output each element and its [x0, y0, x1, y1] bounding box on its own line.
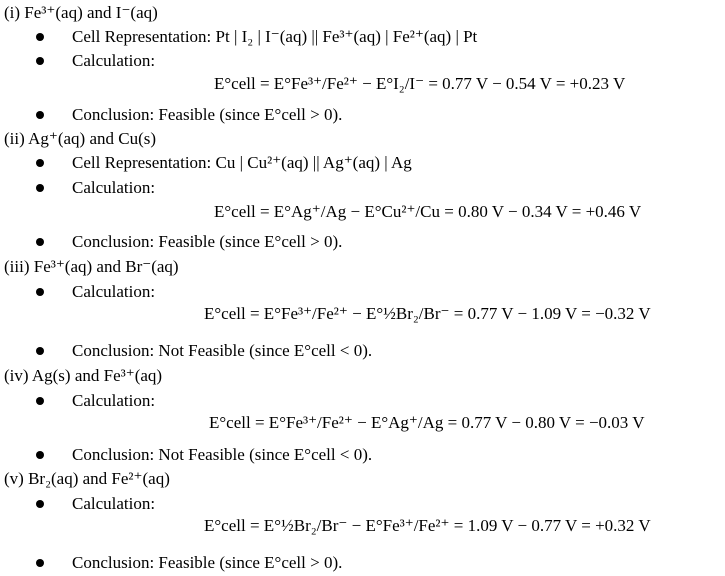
- section-2-cell-representation: Cell Representation: Cu | Cu²⁺(aq) || Ag⁺(aq) | Ag: [72, 153, 412, 172]
- bullet-dot: [36, 184, 44, 192]
- bullet-dot: [36, 57, 44, 65]
- bullet-dot: [36, 33, 44, 41]
- section-1-equation: E°cell = E°Fe³⁺/Fe²⁺ − E°I₂/I⁻ = 0.77 V − 0.54 V = +0.23 V: [214, 74, 626, 93]
- section-4-calculation-label: Calculation:: [72, 391, 156, 410]
- section-1-heading: (i) Fe³⁺(aq) and I⁻(aq): [4, 3, 158, 22]
- section-4-conclusion: Conclusion: Not Feasible (since E°cell < 0).: [72, 445, 373, 464]
- section-2-heading: (ii) Ag⁺(aq) and Cu(s): [4, 129, 157, 148]
- section-1-conclusion: Conclusion: Feasible (since E°cell > 0).: [72, 105, 343, 124]
- section-2-conclusion: Conclusion: Feasible (since E°cell > 0).: [72, 232, 343, 251]
- bullet-dot: [36, 397, 44, 405]
- bullet-dot: [36, 288, 44, 296]
- section-3-calculation-label: Calculation:: [72, 282, 156, 301]
- section-1-calculation-label: Calculation:: [72, 51, 156, 70]
- bullet-dot: [36, 451, 44, 459]
- bullet-dot: [36, 238, 44, 246]
- section-3-equation: E°cell = E°Fe³⁺/Fe²⁺ − E°½Br₂/Br⁻ = 0.77 V − 1.09 V = −0.32 V: [204, 304, 651, 323]
- bullet-dot: [36, 159, 44, 167]
- section-2-equation: E°cell = E°Ag⁺/Ag − E°Cu²⁺/Cu = 0.80 V − 0.34 V = +0.46 V: [214, 202, 642, 221]
- bullet-dot: [36, 111, 44, 119]
- section-4-heading: (iv) Ag(s) and Fe³⁺(aq): [4, 366, 163, 385]
- bullet-dot: [36, 500, 44, 508]
- bullet-dot: [36, 559, 44, 567]
- section-3-heading: (iii) Fe³⁺(aq) and Br⁻(aq): [4, 257, 179, 276]
- section-1-cell-representation: Cell Representation: Pt | I₂ | I⁻(aq) || Fe³⁺(aq) | Fe²⁺(aq) | Pt: [72, 27, 478, 46]
- bullet-dot: [36, 347, 44, 355]
- section-2-calculation-label: Calculation:: [72, 178, 156, 197]
- section-3-conclusion: Conclusion: Not Feasible (since E°cell < 0).: [72, 341, 373, 360]
- section-5-calculation-label: Calculation:: [72, 494, 156, 513]
- section-4-equation: E°cell = E°Fe³⁺/Fe²⁺ − E°Ag⁺/Ag = 0.77 V − 0.80 V = −0.03 V: [209, 413, 645, 432]
- section-5-heading: (v) Br₂(aq) and Fe²⁺(aq): [4, 469, 170, 488]
- section-5-conclusion: Conclusion: Feasible (since E°cell > 0).: [72, 553, 343, 572]
- section-5-equation: E°cell = E°½Br₂/Br⁻ − E°Fe³⁺/Fe²⁺ = 1.09 V − 0.77 V = +0.32 V: [204, 516, 651, 535]
